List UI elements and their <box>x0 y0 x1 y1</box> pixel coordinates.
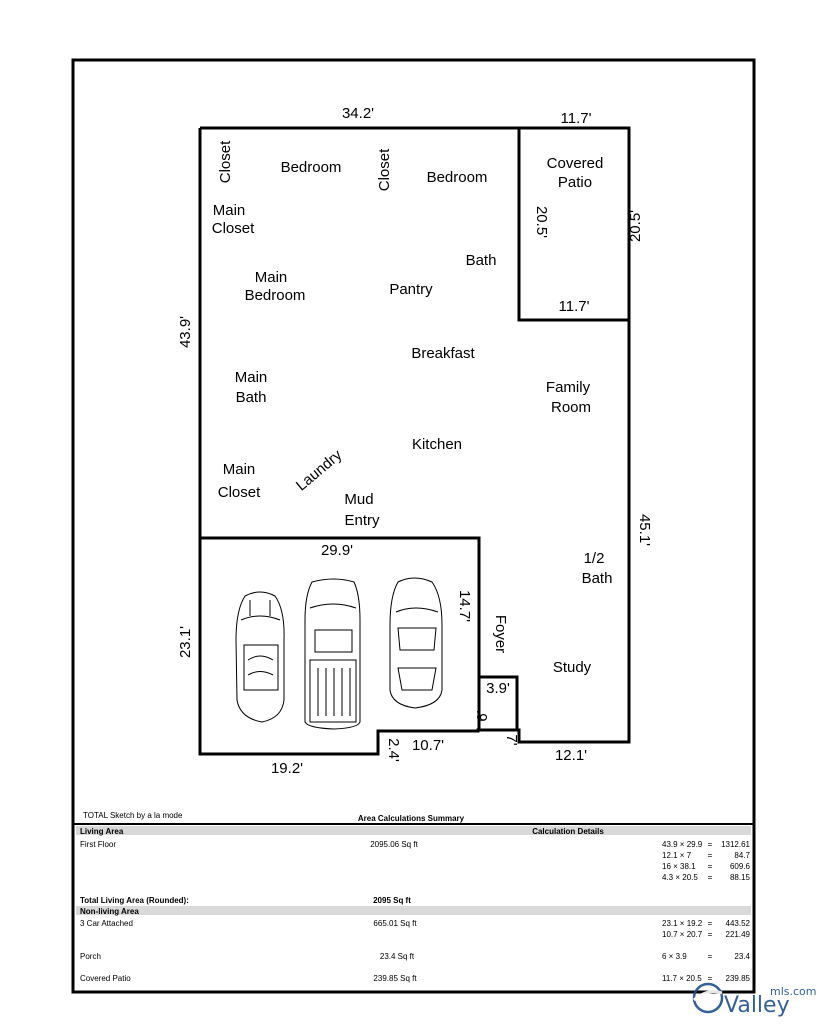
room-bath: Bath <box>465 252 497 269</box>
dim-porch-height: 6' <box>474 710 491 722</box>
dim-patio-top: 11.7' <box>560 110 592 127</box>
room-kitchen: Kitchen <box>411 436 463 453</box>
room-covered-patio-line2: Patio <box>557 174 593 191</box>
room-family-room-line2: Room <box>550 399 592 416</box>
total-living-label: Total Living Area (Rounded): <box>80 896 189 905</box>
room-pantry: Pantry <box>389 281 433 298</box>
car-icon <box>236 592 284 722</box>
calc-expr: 10.7 × 20.7 <box>662 930 703 939</box>
calc-result: 221.49 <box>725 930 750 939</box>
dim-porch-small: 7' <box>503 734 520 746</box>
garage-outline <box>200 538 479 731</box>
room-main-bedroom-line2: Bedroom <box>244 287 306 304</box>
calc-result: 1312.61 <box>721 840 750 849</box>
room-main-closet-bottom-line1: Main <box>222 461 256 478</box>
room-bedroom-2: Bedroom <box>426 169 488 186</box>
room-main-bath-line1: Main <box>234 369 268 386</box>
garage-label: 3 Car Attached <box>80 919 133 928</box>
nonliving-header: Non-living Area <box>80 907 139 916</box>
sketch-credit: TOTAL Sketch by a la mode <box>83 811 183 820</box>
dim-porch-width: 3.9' <box>486 680 510 697</box>
room-half-bath-line1: 1/2 <box>583 550 605 567</box>
car-icon <box>390 578 442 708</box>
dim-garage-left: 23.1' <box>177 625 194 659</box>
room-main-bath-line2: Bath <box>235 389 267 406</box>
dim-garage-top: 29.9' <box>320 542 354 559</box>
dim-garage-bottom: 19.2' <box>270 760 304 777</box>
calc-details-header: Calculation Details <box>532 827 604 836</box>
calc-eq: = <box>707 840 713 849</box>
first-floor-calcs <box>662 840 751 882</box>
porch-label: Porch <box>80 952 101 961</box>
room-family-room-line1: Family <box>545 379 591 396</box>
room-main-closet-top-line2: Closet <box>211 220 255 237</box>
living-area-header-bar <box>76 826 751 835</box>
room-bedroom-1: Bedroom <box>280 159 342 176</box>
room-main-closet-bottom-line2: Closet <box>217 484 261 501</box>
calc-eq: = <box>707 873 713 882</box>
calc-expr: 6 × 3.9 <box>662 952 687 961</box>
nonliving-header-bar <box>76 906 751 915</box>
patio-value: 239.85 Sq ft <box>373 974 417 983</box>
dim-garage-right: 14.7' <box>456 589 473 623</box>
calc-expr: 12.1 × 7 <box>662 851 692 860</box>
first-floor-value: 2095.06 Sq ft <box>370 840 418 849</box>
room-mud-entry-line1: Mud <box>344 491 374 508</box>
calc-eq: = <box>707 919 713 928</box>
summary-title: Area Calculations Summary <box>357 814 465 823</box>
calc-result: 88.15 <box>729 873 750 882</box>
room-study: Study <box>552 659 592 676</box>
first-floor-label: First Floor <box>80 840 116 849</box>
calc-result: 84.7 <box>734 851 750 860</box>
calc-expr: 11.7 × 20.5 <box>662 974 702 983</box>
calc-eq: = <box>707 930 713 939</box>
dim-bottom-right: 12.1' <box>554 747 588 764</box>
logo-brand: Valley <box>724 993 790 1018</box>
room-main-bedroom-line1: Main <box>254 269 288 286</box>
dim-patio-bottom: 11.7' <box>558 298 590 315</box>
room-laundry: Laundry <box>292 446 346 495</box>
calc-eq: = <box>707 974 713 983</box>
calc-expr: 43.9 × 29.9 <box>662 840 703 849</box>
dim-left: 43.9' <box>177 315 194 349</box>
calc-result: 443.52 <box>725 919 750 928</box>
truck-icon <box>305 579 360 729</box>
room-half-bath-line2: Bath <box>581 570 613 587</box>
room-foyer: Foyer <box>492 614 509 654</box>
garage-value: 665.01 Sq ft <box>373 919 417 928</box>
dim-right: 45.1' <box>636 513 653 547</box>
calc-expr: 16 × 38.1 <box>662 862 696 871</box>
calc-result: 609.6 <box>729 862 750 871</box>
living-area-header: Living Area <box>80 827 124 836</box>
room-breakfast: Breakfast <box>411 345 475 362</box>
calc-eq: = <box>707 851 713 860</box>
room-closet-1: Closet <box>217 140 234 184</box>
dim-step: 2.4' <box>385 738 402 762</box>
logo-domain: mls.com <box>770 985 817 998</box>
calc-expr: 4.3 × 20.5 <box>662 873 698 882</box>
dim-top: 34.2' <box>341 105 375 122</box>
total-living-value: 2095 Sq ft <box>373 896 411 905</box>
calc-result: 23.4 <box>734 952 750 961</box>
room-covered-patio-line1: Covered <box>546 155 604 172</box>
dim-patio-right: 20.5' <box>627 209 644 243</box>
patio-label: Covered Patio <box>80 974 131 983</box>
room-closet-2: Closet <box>376 148 393 192</box>
porch-value: 23.4 Sq ft <box>379 952 415 961</box>
dim-bottom-mid: 10.7' <box>411 737 445 754</box>
calc-result: 239.85 <box>725 974 750 983</box>
calc-expr: 23.1 × 19.2 <box>662 919 703 928</box>
calc-eq: = <box>707 952 713 961</box>
dim-patio-inner: 20.5' <box>533 205 550 239</box>
calc-eq: = <box>707 862 713 871</box>
room-mud-entry-line2: Entry <box>344 512 380 529</box>
room-main-closet-top-line1: Main <box>212 202 246 219</box>
